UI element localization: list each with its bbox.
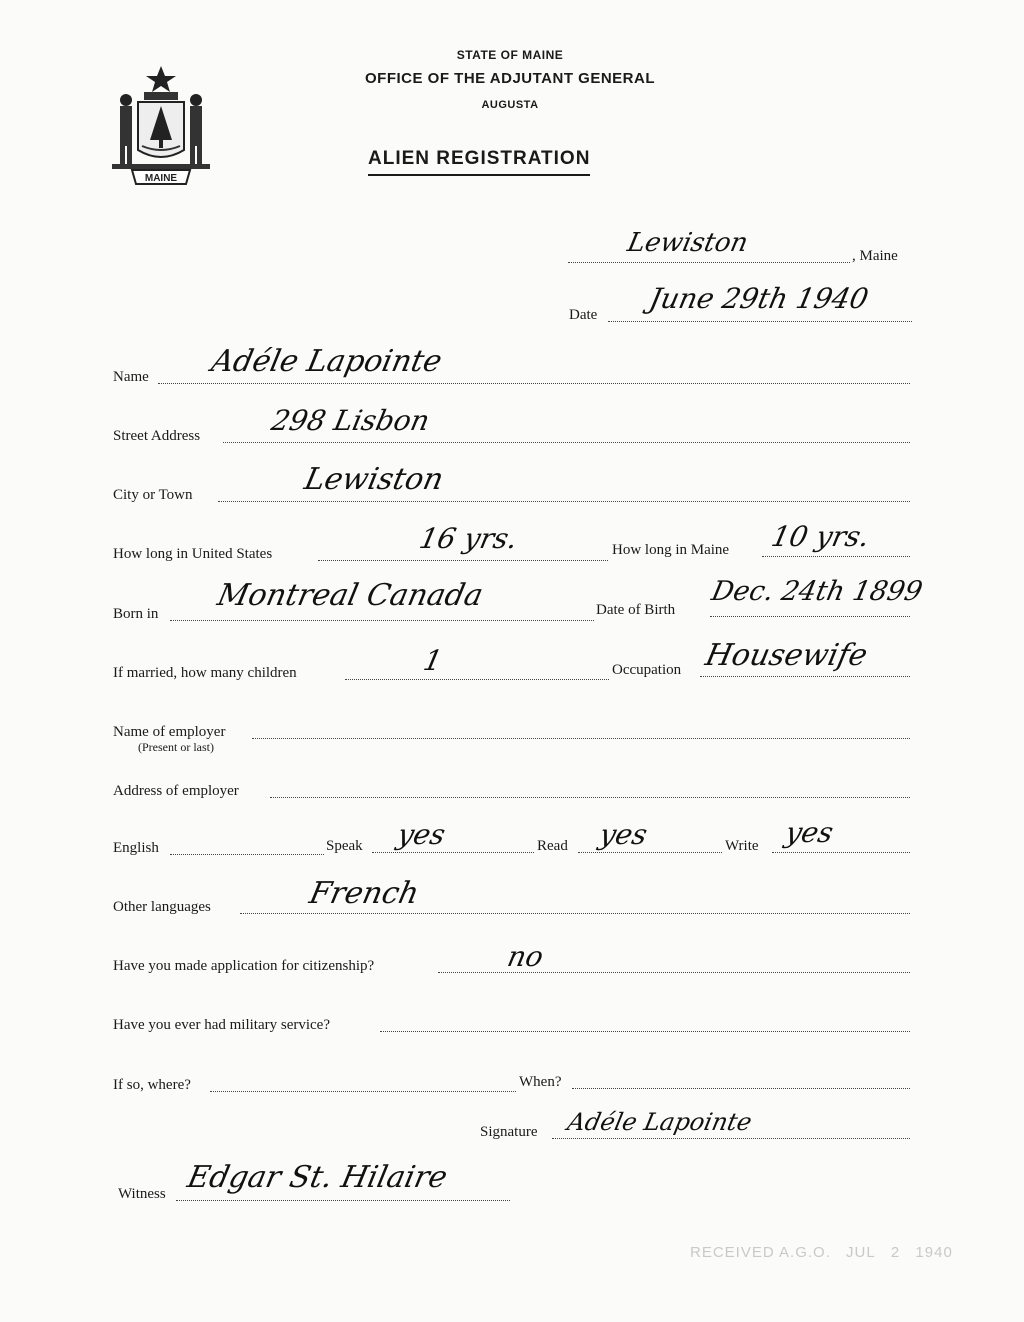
birth-date-label: Date of Birth — [596, 602, 676, 618]
form-title: ALIEN REGISTRATION — [368, 148, 590, 176]
write-label: Write — [725, 838, 759, 854]
speak-value[interactable]: yes — [394, 818, 449, 851]
witness-value[interactable]: Edgar St. Hilaire — [184, 1160, 451, 1195]
english-label: English — [113, 840, 159, 856]
date-value[interactable]: June 29th 1940 — [646, 282, 872, 315]
place-label: , Maine — [852, 248, 898, 264]
witness-label: Witness — [118, 1186, 166, 1202]
when-label: When? — [519, 1074, 562, 1090]
us-years-label: How long in United States — [113, 546, 273, 562]
other-languages-value[interactable]: French — [306, 876, 423, 911]
occupation-label: Occupation — [612, 662, 682, 678]
city-label: City or Town — [113, 487, 193, 503]
other-languages-label: Other languages — [113, 899, 211, 915]
seal-banner-text: MAINE — [144, 173, 178, 184]
born-in-label: Born in — [113, 606, 159, 622]
stamp-day: 2 — [890, 1244, 901, 1261]
header-office: OFFICE OF THE ADJUTANT GENERAL — [365, 70, 655, 87]
write-value[interactable]: yes — [782, 816, 837, 849]
street-label: Street Address — [113, 428, 201, 444]
stamp-month: JUL — [846, 1244, 876, 1261]
date-label: Date — [569, 307, 598, 323]
employer-label: Name of employer — [113, 724, 226, 740]
city-value[interactable]: Lewiston — [301, 462, 447, 497]
employer-sublabel: (Present or last) — [138, 740, 214, 754]
street-value[interactable]: 298 Lisbon — [268, 404, 433, 437]
born-in-value[interactable]: Montreal Canada — [214, 578, 487, 613]
citizenship-value[interactable]: no — [504, 940, 547, 973]
military-label: Have you ever had military service? — [113, 1017, 330, 1033]
read-value[interactable]: yes — [596, 818, 651, 851]
header-city: AUGUSTA — [481, 99, 539, 111]
citizenship-label: Have you made application for citizenship? — [113, 958, 375, 974]
children-label: If married, how many children — [113, 665, 297, 681]
occupation-value[interactable]: Housewife — [702, 638, 871, 673]
birth-date-value[interactable]: Dec. 24th 1899 — [708, 576, 926, 607]
name-label: Name — [113, 369, 149, 385]
stamp-year: 1940 — [915, 1244, 953, 1261]
us-years-value[interactable]: 16 yrs. — [416, 522, 521, 555]
place-value[interactable]: Lewiston — [624, 228, 751, 258]
signature-value[interactable]: Adéle Lapointe — [565, 1108, 755, 1136]
maine-seal-icon — [108, 62, 214, 188]
employer-address-label: Address of employer — [113, 783, 239, 799]
read-label: Read — [537, 838, 568, 854]
speak-label: Speak — [326, 838, 363, 854]
children-value[interactable]: 1 — [420, 644, 446, 677]
header-state: STATE OF MAINE — [456, 48, 564, 62]
where-label: If so, where? — [113, 1077, 191, 1093]
received-stamp — [690, 1244, 963, 1261]
signature-label: Signature — [480, 1124, 538, 1140]
name-value[interactable]: Adéle Lapointe — [208, 344, 446, 379]
maine-years-value[interactable]: 10 yrs. — [768, 520, 873, 553]
maine-years-label: How long in Maine — [612, 542, 730, 558]
stamp-received: RECEIVED A.G.O. — [690, 1244, 831, 1261]
